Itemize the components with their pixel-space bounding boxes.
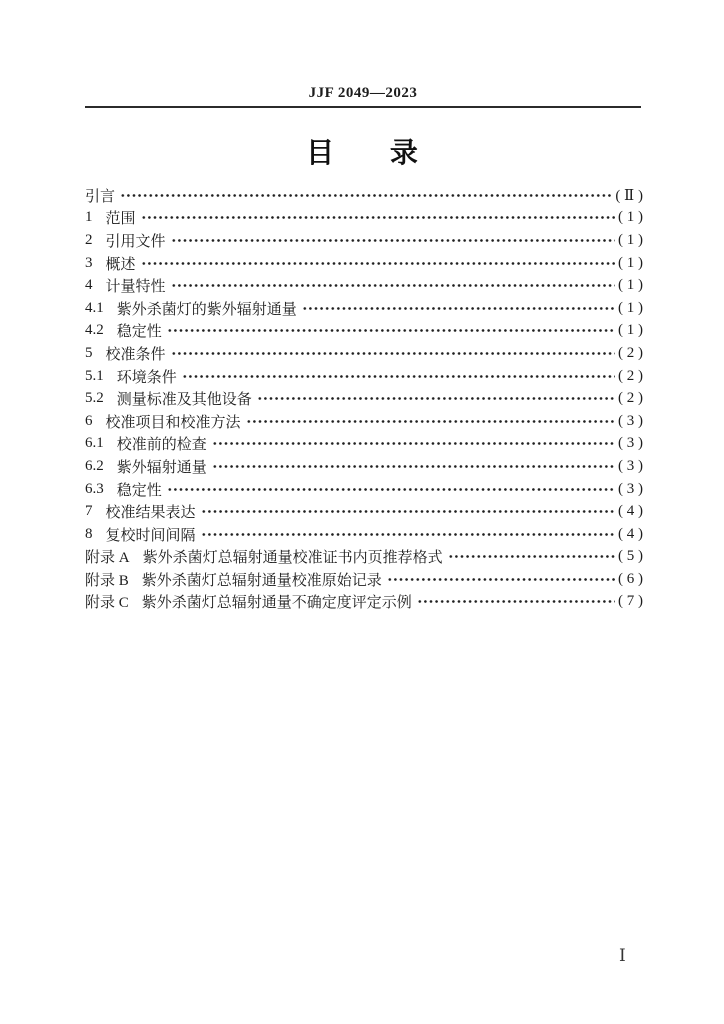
toc-entry: [85, 207, 643, 230]
toc-entry: [85, 591, 643, 614]
dot-leader: [167, 482, 615, 497]
entry-title: 计量特性: [105, 279, 166, 296]
entry-page-number: ( 6 ): [618, 570, 643, 587]
entry-page-number: ( 3 ): [618, 457, 643, 474]
toc-entry: [85, 523, 643, 546]
dot-leader: [141, 256, 615, 271]
dot-leader: [257, 391, 615, 406]
toc-entry: [85, 297, 643, 320]
entry-title: 校准条件: [105, 346, 166, 363]
entry-number: 1: [85, 209, 93, 226]
entry-title: 紫外杀菌灯的紫外辐射通量: [116, 301, 297, 318]
entry-number: 6.1: [85, 435, 104, 452]
entry-number: 6.3: [85, 480, 104, 497]
entry-number: 4: [85, 277, 93, 294]
entry-page-number: ( 1 ): [618, 254, 643, 271]
dot-leader: [201, 527, 615, 542]
entry-title: 概述: [105, 256, 136, 273]
dot-leader: [171, 346, 615, 361]
dot-leader: [212, 436, 615, 451]
entry-title: 环境条件: [116, 369, 177, 386]
entry-number: 附录 C: [85, 595, 129, 612]
dot-leader: [171, 233, 615, 248]
entry-title: 校准结果表达: [105, 505, 196, 522]
entry-title: 测量标准及其他设备: [116, 392, 252, 409]
entry-title: 稳定性: [116, 324, 162, 341]
entry-number: 4.2: [85, 322, 104, 339]
entry-page-number: ( 2 ): [618, 390, 643, 407]
entry-title: 复校时间间隔: [105, 527, 196, 544]
entry-number: 7: [85, 503, 93, 520]
dot-leader: [417, 594, 615, 609]
entry-page-number: ( 3 ): [618, 412, 643, 429]
toc-entry: [85, 455, 643, 478]
entry-page-number: ( 3 ): [618, 480, 643, 497]
entry-page-number: ( 1 ): [618, 209, 643, 226]
toc-entry: [85, 478, 643, 501]
entry-number: 3: [85, 254, 93, 271]
entry-page-number: ( 1 ): [618, 299, 643, 316]
toc-entry: [85, 410, 643, 433]
entry-title: 校准项目和校准方法: [105, 414, 241, 431]
entry-title: 稳定性: [116, 482, 162, 499]
entry-page-number: ( Ⅱ ): [615, 187, 643, 204]
entry-number: 2: [85, 231, 93, 248]
entry-number: 6: [85, 412, 93, 429]
entry-title: 校准前的检查: [116, 437, 207, 454]
document-header-code: JJF 2049—2023: [308, 85, 418, 101]
toc-entry: [85, 229, 643, 252]
dot-leader: [201, 504, 615, 519]
dot-leader: [387, 572, 615, 587]
entry-title: 范围: [105, 211, 136, 228]
entry-page-number: ( 4 ): [618, 525, 643, 542]
entry-number: 4.1: [85, 299, 104, 316]
dot-leader: [167, 323, 615, 338]
entry-page-number: ( 4 ): [618, 503, 643, 520]
dot-leader: [120, 188, 612, 203]
header-divider-rule: [85, 106, 641, 108]
entry-title: 紫外辐射通量: [116, 459, 207, 476]
entry-page-number: ( 2 ): [618, 367, 643, 384]
entry-number: 5.1: [85, 367, 104, 384]
entry-page-number: ( 5 ): [618, 548, 643, 565]
entry-page-number: ( 3 ): [618, 435, 643, 452]
toc-entry: [85, 568, 643, 591]
entry-page-number: ( 1 ): [618, 277, 643, 294]
toc-entry: [85, 387, 643, 410]
entry-title: 紫外杀菌灯总辐射通量校准原始记录: [141, 572, 382, 589]
entry-page-number: ( 2 ): [618, 344, 643, 361]
dot-leader: [212, 459, 615, 474]
toc-entry: [85, 252, 643, 275]
dot-leader: [171, 278, 615, 293]
entry-number: 5.2: [85, 390, 104, 407]
toc-entry: [85, 184, 643, 207]
entry-number: 8: [85, 525, 93, 542]
toc-entry: [85, 274, 643, 297]
footer-page-number: Ⅰ: [619, 946, 626, 965]
entry-number: 5: [85, 344, 93, 361]
entry-title: 引用文件: [105, 233, 166, 250]
entry-page-number: ( 7 ): [618, 593, 643, 610]
toc-entry: [85, 546, 643, 569]
entry-page-number: ( 1 ): [618, 231, 643, 248]
entry-number: 6.2: [85, 457, 104, 474]
dot-leader: [141, 210, 615, 225]
page-title: 目 录: [306, 137, 418, 168]
entry-title: 引言: [85, 188, 116, 205]
dot-leader: [182, 369, 615, 384]
toc-entry: [85, 320, 643, 343]
entry-title: 紫外杀菌灯总辐射通量校准证书内页推荐格式: [142, 550, 443, 567]
entry-page-number: ( 1 ): [618, 322, 643, 339]
toc-list: [85, 184, 643, 613]
toc-entry: [85, 365, 643, 388]
entry-title: 紫外杀菌灯总辐射通量不确定度评定示例: [141, 595, 412, 612]
toc-entry: [85, 500, 643, 523]
dot-leader: [246, 414, 615, 429]
dot-leader: [448, 549, 615, 564]
toc-entry: [85, 342, 643, 365]
toc-entry: [85, 433, 643, 456]
entry-number: 附录 B: [85, 572, 129, 589]
dot-leader: [302, 301, 615, 316]
entry-number: 附录 A: [85, 550, 130, 567]
